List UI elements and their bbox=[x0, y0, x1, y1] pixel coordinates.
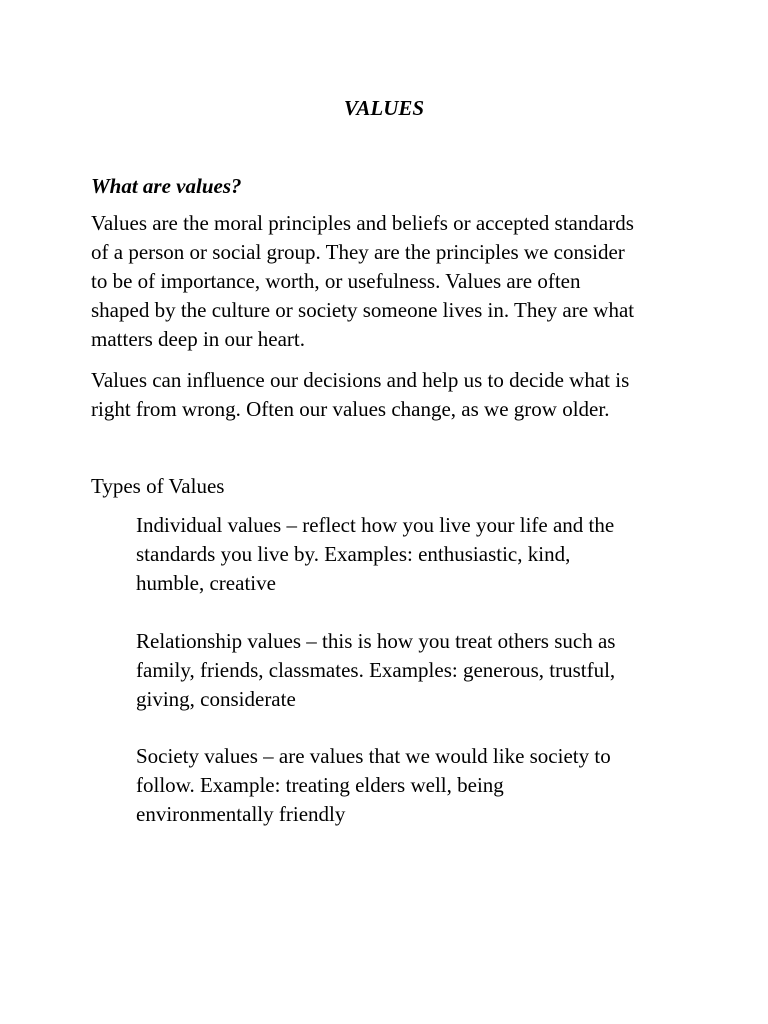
type-item-society bbox=[136, 742, 696, 829]
paragraph-influence bbox=[91, 366, 691, 424]
type-line: Society values – are values that we would like society to bbox=[136, 744, 611, 768]
paragraph-line: shaped by the culture or society someone lives in. They are what bbox=[91, 298, 635, 322]
type-item-individual bbox=[136, 511, 696, 598]
type-item-relationship bbox=[136, 627, 696, 714]
paragraph-line: Values are the moral principles and beliefs or accepted standards bbox=[91, 211, 634, 235]
type-line: Relationship values – this is how you treat others such as bbox=[136, 629, 616, 653]
type-line: humble, creative bbox=[136, 571, 276, 595]
document-title: VALUES bbox=[343, 96, 425, 120]
types-heading: Types of Values bbox=[91, 474, 225, 498]
type-line: environmentally friendly bbox=[136, 802, 346, 826]
paragraph-line: of a person or social group. They are the principles we consider bbox=[91, 240, 625, 264]
paragraph-line: Values can influence our decisions and help us to decide what is bbox=[91, 368, 630, 392]
paragraph-line: right from wrong. Often our values change, as we grow older. bbox=[91, 397, 610, 421]
type-line: standards you live by. Examples: enthusiastic, kind, bbox=[136, 542, 571, 566]
type-line: family, friends, classmates. Examples: generous, trustful, bbox=[136, 658, 616, 682]
type-line: follow. Example: treating elders well, being bbox=[136, 773, 504, 797]
paragraph-definition bbox=[91, 209, 691, 354]
type-line: Individual values – reflect how you live your life and the bbox=[136, 513, 615, 537]
type-line: giving, considerate bbox=[136, 687, 296, 711]
paragraph-line: matters deep in our heart. bbox=[91, 327, 305, 351]
paragraph-line: to be of importance, worth, or usefulness. Values are often bbox=[91, 269, 581, 293]
section-heading: What are values? bbox=[91, 174, 242, 198]
